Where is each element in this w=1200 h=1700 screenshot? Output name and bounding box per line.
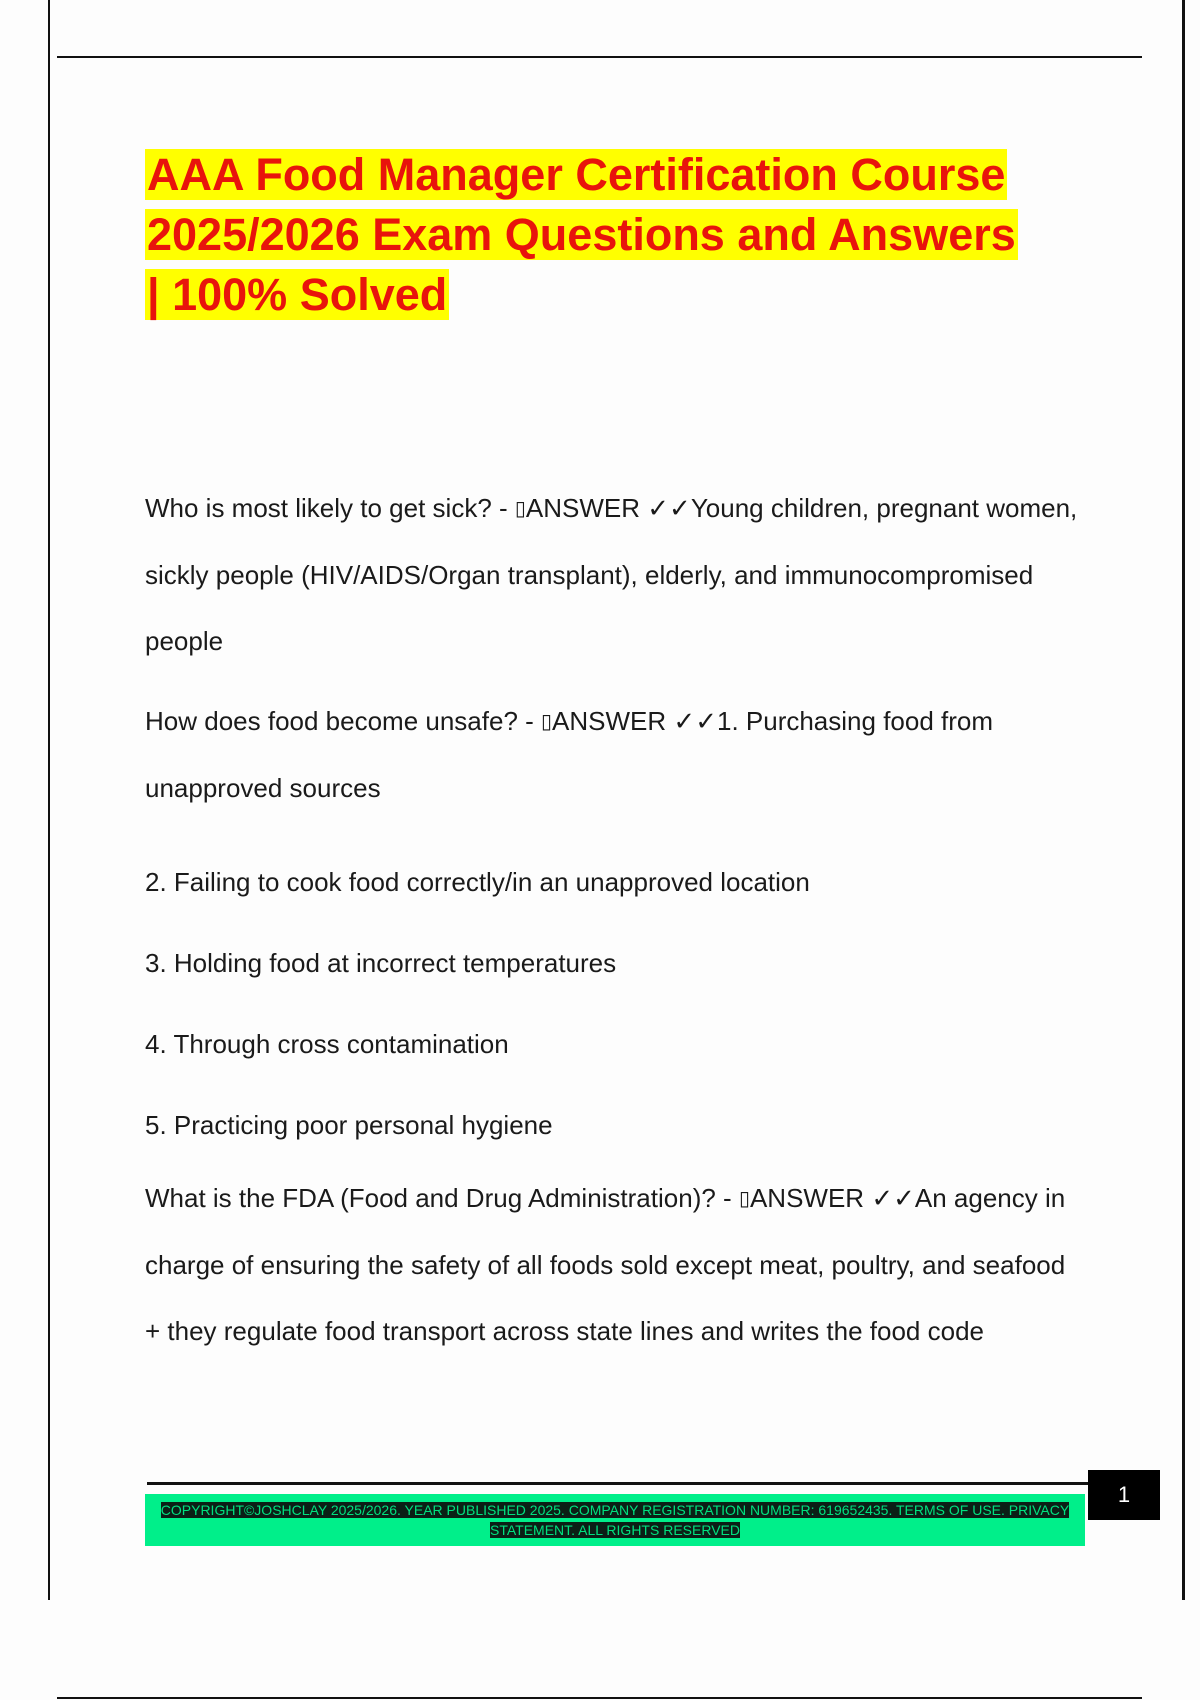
double-check-icon: ✓✓ [871, 1183, 915, 1213]
list-item: 5. Practicing poor personal hygiene [145, 1110, 553, 1140]
page-border-left [48, 0, 50, 1600]
header-rule [57, 56, 1142, 58]
answer-text: Young children, pregnant women, sickly people (HIV/AIDS/Organ transplant), elderly, and immunocompromised people [145, 493, 1078, 656]
title-line-2: 2025/2026 Exam Questions and Answers [147, 209, 1016, 260]
next-page-rule [57, 1697, 1142, 1699]
qa-item-3 [145, 1165, 1085, 1364]
answer-label: ANSWER [552, 706, 667, 736]
question-text: Who is most likely to get sick? - [145, 493, 508, 523]
qa-item-1 [145, 475, 1085, 674]
qa-item-2 [145, 688, 1085, 821]
double-check-icon: ✓✓ [673, 706, 717, 736]
list-item: 4. Through cross contamination [145, 1029, 509, 1059]
list-item: 2. Failing to cook food correctly/in an unapproved location [145, 867, 810, 897]
page-border-right [1182, 0, 1185, 1600]
title-line-1: AAA Food Manager Certification Course [147, 149, 1006, 200]
list-item: 3. Holding food at incorrect temperatures [145, 948, 617, 978]
answer-text: 1. Purchasing food from unapproved sources [145, 706, 994, 803]
copyright-footer [145, 1494, 1085, 1546]
qa-content [145, 475, 1085, 1364]
missing-glyph-icon: ▯ [514, 498, 526, 520]
missing-glyph-icon: ▯ [541, 711, 553, 733]
missing-glyph-icon: ▯ [738, 1188, 750, 1210]
question-text: How does food become unsafe? - [145, 706, 534, 736]
answer-text: An agency in charge of ensuring the safety of all foods sold except meat, poultry, and seafood + they regulate food transport across state lines and writes the food code [145, 1183, 1066, 1346]
answer-label: ANSWER [525, 493, 641, 523]
double-check-icon: ✓✓ [647, 493, 691, 523]
document-title [145, 145, 1085, 325]
page-number: 1 [1088, 1470, 1160, 1520]
answer-label: ANSWER [749, 1183, 865, 1213]
title-line-3: | 100% Solved [147, 269, 448, 320]
copyright-text: COPYRIGHT©JOSHCLAY 2025/2026. YEAR PUBLISHED 2025. COMPANY REGISTRATION NUMBER: 619652435. TERMS OF USE. PRIVACY STATEMENT. ALL RIGHTS RESERVED [160, 1502, 1070, 1538]
footer-rule [147, 1482, 1090, 1485]
question-text: What is the FDA (Food and Drug Administration)? - [145, 1183, 732, 1213]
